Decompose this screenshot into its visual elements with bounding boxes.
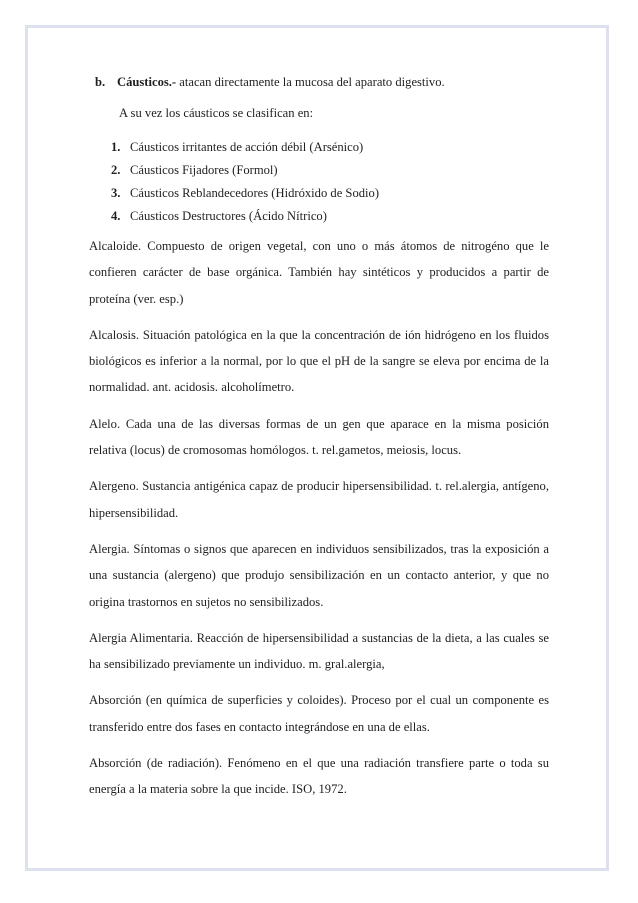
list-text: Cáusticos Fijadores (Formol)	[130, 163, 278, 177]
list-item	[111, 205, 549, 228]
document-body	[89, 72, 549, 803]
list-item	[111, 182, 549, 205]
list-text: Cáusticos Destructores (Ácido Nítrico)	[130, 209, 327, 223]
entry-alcaloide: Alcaloide. Compuesto de origen vegetal, con uno o más átomos de nitrogéno que le confieren carácter de base orgánica. También hay sintéticos y producidos a partir de proteína (ver. esp.)	[89, 239, 549, 306]
caustics-list	[89, 136, 549, 228]
section-term: Cáusticos.-	[117, 75, 177, 89]
list-text: Cáusticos irritantes de acción débil (Arsénico)	[130, 140, 364, 154]
entry-alergeno: Alergeno. Sustancia antigénica capaz de producir hipersensibilidad. t. rel.alergia, antígeno, hipersensibilidad.	[89, 479, 549, 520]
section-description: atacan directamente la mucosa del aparato digestivo.	[176, 75, 445, 89]
entry-alergia: Alergia. Síntomas o signos que aparecen en individuos sensibilizados, tras la exposición a una sustancia (alergeno) que produjo sensibilización en un contacto anterior, y que no origina trastornos en sujetos no sensibilizados.	[89, 541, 549, 609]
entry-absorcion-radiacion: Absorción (de radiación). Fenómeno en el que una radiación transfiere parte o toda su energía a la materia sobre la que incide. ISO, 1972.	[89, 756, 549, 797]
list-item	[111, 136, 549, 159]
list-number: 4.	[111, 209, 121, 223]
list-number: 2.	[111, 163, 121, 177]
entry-alelo: Alelo. Cada una de las diversas formas de un gen que aparace en la misma posición relativa (locus) de cromosomas homólogos. t. rel.gametos, meiosis, locus.	[89, 416, 549, 458]
list-text: Cáusticos Reblandecedores (Hidróxido de Sodio)	[130, 186, 380, 200]
list-number: 1.	[111, 140, 121, 154]
section-heading	[95, 72, 549, 92]
classification-intro: A su vez los cáusticos se clasifican en:	[119, 106, 314, 120]
entry-absorcion-quimica: Absorción (en química de superficies y coloides). Proceso por el cual un componente es transferido entre dos fases en contacto integrándose en una de ellas.	[89, 693, 549, 734]
entry-alcalosis: Alcalosis. Situación patológica en la que la concentración de ión hidrógeno en los fluidos biológicos es inferior a la normal, por lo que el pH de la sangre se eleva por encima de la normalidad. ant. acidosis. alcoholímetro.	[89, 327, 549, 395]
section-letter: b.	[95, 75, 106, 89]
list-number: 3.	[111, 186, 121, 200]
list-item	[111, 159, 549, 182]
entry-alergia-alimentaria: Alergia Alimentaria. Reacción de hipersensibilidad a sustancias de la dieta, a las cuales se ha sensibilizado previamente un individuo. m. gral.alergia,	[89, 630, 549, 672]
